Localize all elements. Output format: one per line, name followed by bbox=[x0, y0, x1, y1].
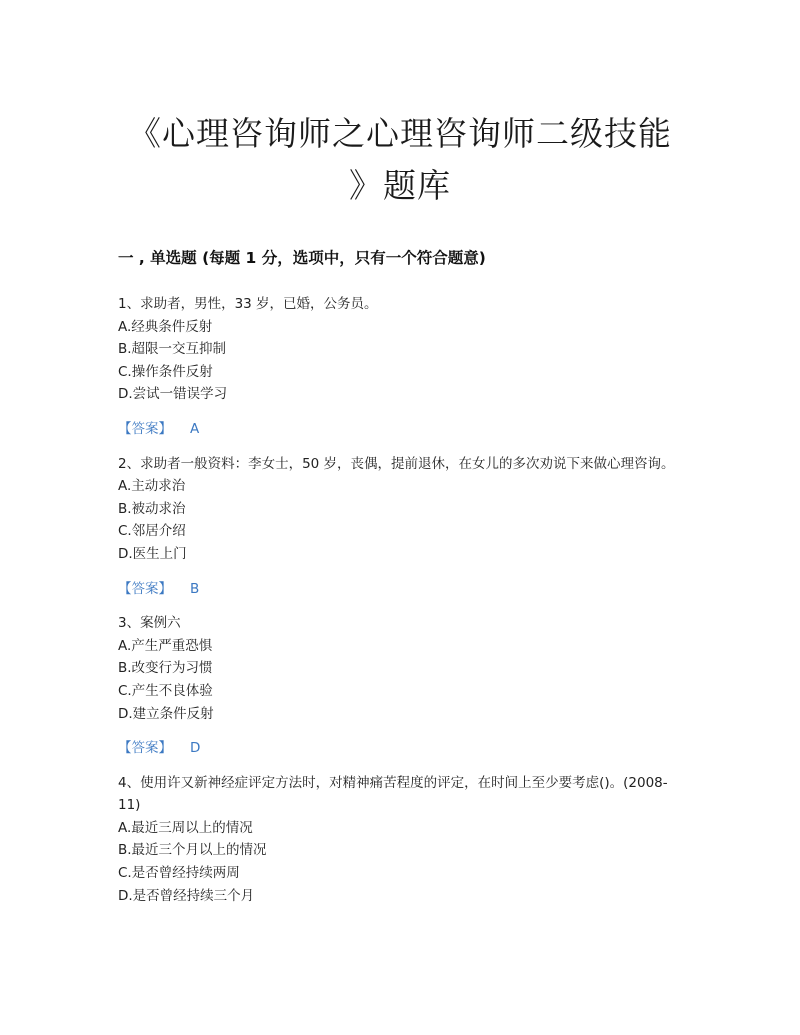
question-3 bbox=[118, 612, 688, 760]
option-a: A.主动求治 bbox=[118, 478, 186, 495]
option-b: B.超限一交互抑制 bbox=[118, 341, 227, 358]
answer-label: 【答案】 bbox=[118, 740, 172, 757]
option-c: C.产生不良体验 bbox=[118, 682, 213, 699]
document-title-line-1: 《心理咨询师之心理咨询师二级技能 bbox=[128, 114, 672, 153]
option-a: A.产生严重恐惧 bbox=[118, 637, 213, 654]
answer-value: A bbox=[190, 420, 200, 437]
question-stem: 4、使用许又新神经症评定方法时，对精神痛苦程度的评定，在时间上至少要考虑()。(2008-11) bbox=[118, 774, 668, 814]
question-2 bbox=[118, 453, 688, 601]
document-title-line-2: 》题库 bbox=[349, 166, 451, 205]
section-heading: 一 , 单选题 (每题 1 分，选项中，只有一个符合题意) bbox=[118, 249, 486, 267]
answer-value: D bbox=[190, 740, 201, 757]
question-1 bbox=[118, 293, 688, 441]
question-list bbox=[118, 293, 688, 907]
answer-label: 【答案】 bbox=[118, 580, 172, 597]
answer-line bbox=[118, 578, 688, 601]
option-d: D.是否曾经持续三个月 bbox=[118, 887, 255, 904]
question-4 bbox=[118, 772, 688, 908]
option-a: A.经典条件反射 bbox=[118, 318, 213, 335]
question-stem: 1、求助者，男性，33 岁，已婚，公务员。 bbox=[118, 296, 378, 312]
option-c: C.邻居介绍 bbox=[118, 523, 186, 540]
option-b: B.改变行为习惯 bbox=[118, 660, 213, 677]
option-b: B.最近三个月以上的情况 bbox=[118, 842, 267, 859]
answer-label: 【答案】 bbox=[118, 420, 172, 437]
option-d: D.医生上门 bbox=[118, 545, 187, 562]
document-title bbox=[100, 108, 700, 212]
option-c: C.操作条件反射 bbox=[118, 363, 213, 380]
question-stem: 2、求助者一般资料：李女士，50 岁，丧偶，提前退休，在女儿的多次劝说下来做心理咨询。 bbox=[118, 455, 675, 472]
question-stem: 3、案例六 bbox=[118, 615, 181, 632]
option-a: A.最近三周以上的情况 bbox=[118, 819, 253, 836]
answer-line bbox=[118, 737, 688, 760]
option-b: B.被动求治 bbox=[118, 500, 186, 517]
option-d: D.尝试一错误学习 bbox=[118, 386, 228, 403]
option-c: C.是否曾经持续两周 bbox=[118, 865, 240, 882]
answer-value: B bbox=[190, 580, 200, 597]
option-d: D.建立条件反射 bbox=[118, 705, 214, 722]
answer-line bbox=[118, 418, 688, 441]
